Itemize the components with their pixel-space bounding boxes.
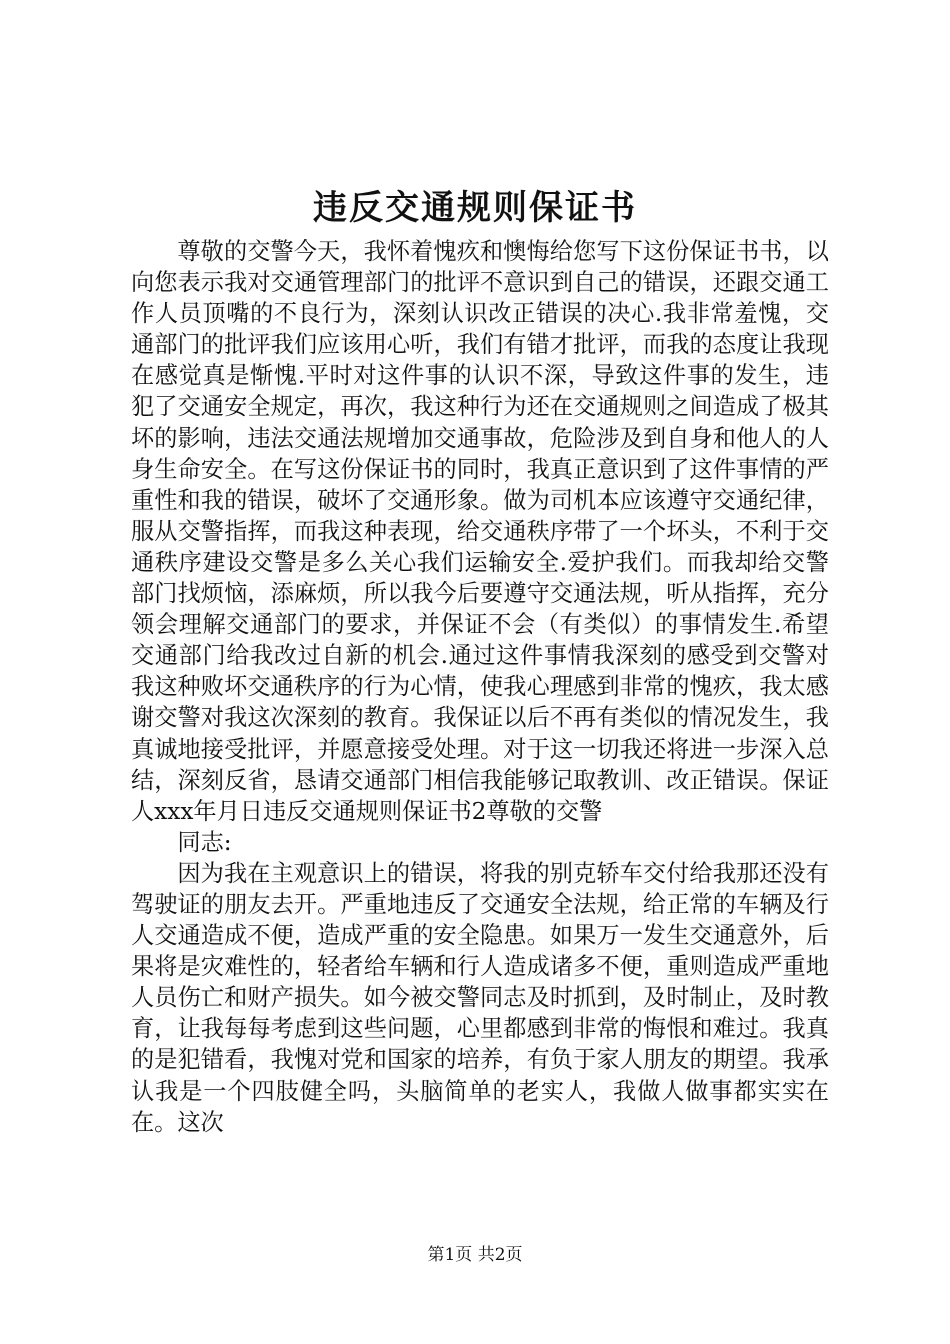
paragraph-1: 尊敬的交警今天，我怀着愧疚和懊悔给您写下这份保证书书，以向您表示我对交通管理部门的批评不意识到自己的错误，还跟交通工作人员顶嘴的不良行为，深刻认识改正错误的决心.我非常羞愧，交通部门的批评我们应该用心听，我们有错才批评，而我的态度让我现在感觉真是惭愧.平时对这件事的认识不深，导致这件事的发生，违犯了交通安全规定，再次，我这种行为还在交通规则之间造成了极其坏的影响，违法交通法规增加交通事故，危险涉及到自身和他人的人身生命安全。在写这份保证书的同时，我真正意识到了这件事情的严重性和我的错误，破坏了交通形象。做为司机本应该遵守交通纪律，服从交警指挥，而我这种表现，给交通秩序带了一个坏头，不利于交通秩序建设交警是多么关心我们运输安全.爱护我们。而我却给交警部门找烦恼，添麻烦，所以我今后要遵守交通法规，听从指挥，充分领会理解交通部门的要求，并保证不会（有类似）的事情发生.希望交通部门给我改过自新的机会.通过这件事情我深刻的感受到交警对我这种败坏交通秩序的行为心情，使我心理感到非常的愧疚，我太感谢交警对我这次深刻的教育。我保证以后不再有类似的情况发生，我真诚地接受批评，并愿意接受处理。对于这一切我还将进一步深入总结，深刻反省，恳请交通部门相信我能够记取教训、改正错误。保证人xxx年月日违反交通规则保证书2尊敬的交警 [131, 238, 829, 825]
page-footer: 第1页 共2页 [427, 1245, 523, 1265]
paragraph-3: 因为我在主观意识上的错误，将我的别克轿车交付给我那还没有驾驶证的朋友去开。严重地违反了交通安全法规，给正常的车辆及行人交通造成不便，造成严重的安全隐患。如果万一发生交通意外，后果将是灾难性的，轻者给车辆和行人造成诸多不便，重则造成严重地人员伤亡和财产损失。如今被交警同志及时抓到，及时制止，及时教育，让我每每考虑到这些问题，心里都感到非常的悔恨和难过。我真的是犯错看，我愧对党和国家的培养，有负于家人朋友的期望。我承认我是一个四肢健全吗，头脑简单的老实人，我做人做事都实实在在。这次 [131, 859, 829, 1136]
paragraph-2-salutation: 同志: [177, 828, 232, 856]
document-title: 违反交通规则保证书 [313, 188, 637, 228]
document-body [131, 236, 829, 1138]
